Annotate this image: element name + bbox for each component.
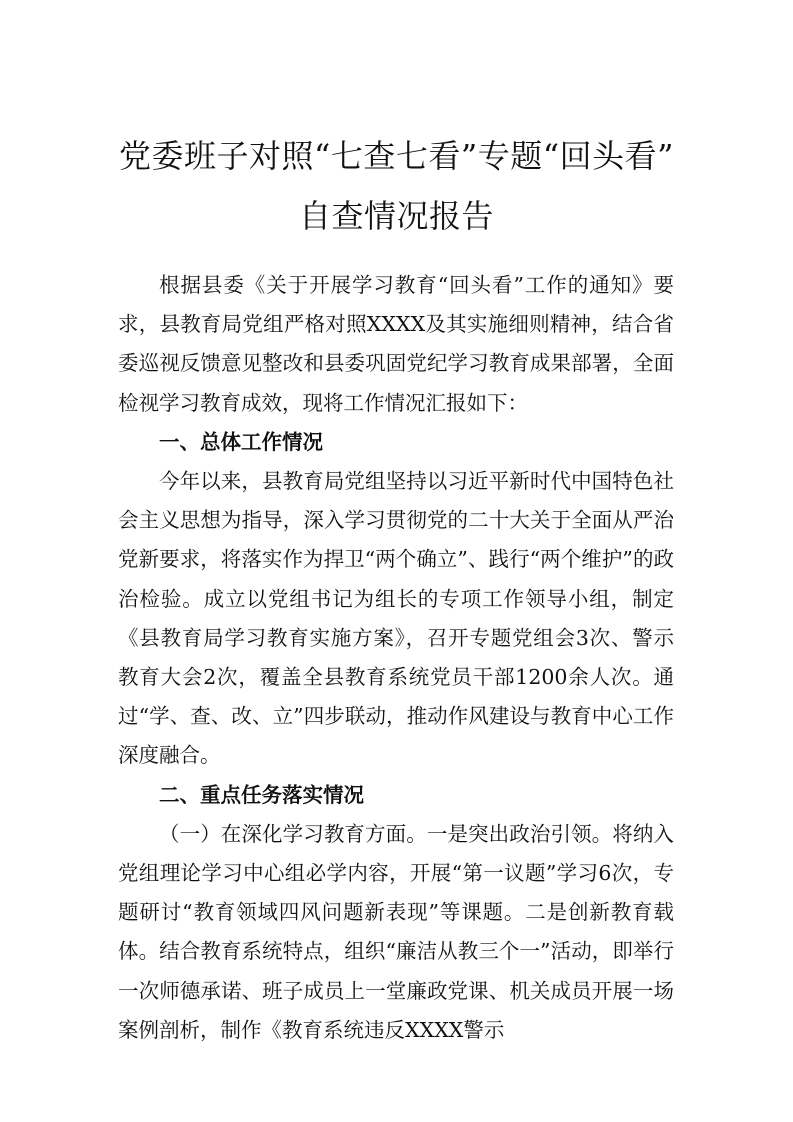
document-title-line-1: 党委班子对照“七查七看”专题“回头看” bbox=[119, 137, 674, 175]
document-title-line-2: 自查情况报告 bbox=[298, 197, 494, 235]
section-heading-overall: 一、总体工作情况 bbox=[159, 429, 323, 454]
intro-paragraph: 根据县委《关于开展学习教育“回头看”工作的通知》要求，县教育局党组严格对照XXXX及其实施细则精神，结合省委巡视反馈意见整改和县委巩固党纪学习教育成果部署，全面检视学习教育成效，现将工作情况汇报如下： bbox=[118, 273, 674, 415]
section-heading-key-tasks: 二、重点任务落实情况 bbox=[159, 782, 364, 807]
document-body bbox=[118, 266, 674, 1050]
overall-paragraph: 今年以来，县教育局党组坚持以习近平新时代中国特色社会主义思想为指导，深入学习贯彻党的二十大关于全面从严治党新要求，将落实作为捍卫“两个确立”、践行“两个维护”的政治检验。成立以党组书记为组长的专项工作领导小组，制定《县教育局学习教育实施方案》，召开专题党组会3次、警示教育大会2次，覆盖全县教育系统党员干部1200余人次。通过“学、查、改、立”四步联动，推动作风建设与教育中心工作深度融合。 bbox=[118, 469, 674, 768]
key-tasks-paragraph: （一）在深化学习教育方面。一是突出政治引领。将纳入党组理论学习中心组必学内容，开展“第一议题”学习6次，专题研讨“教育领域四风问题新表现”等课题。二是创新教育载体。结合教育系统特点，组织“廉洁从教三个一”活动，即举行一次师德承诺、班子成员上一堂廉政党课、机关成员开展一场案例剖析，制作《教育系统违反XXXX警示 bbox=[118, 821, 674, 1042]
